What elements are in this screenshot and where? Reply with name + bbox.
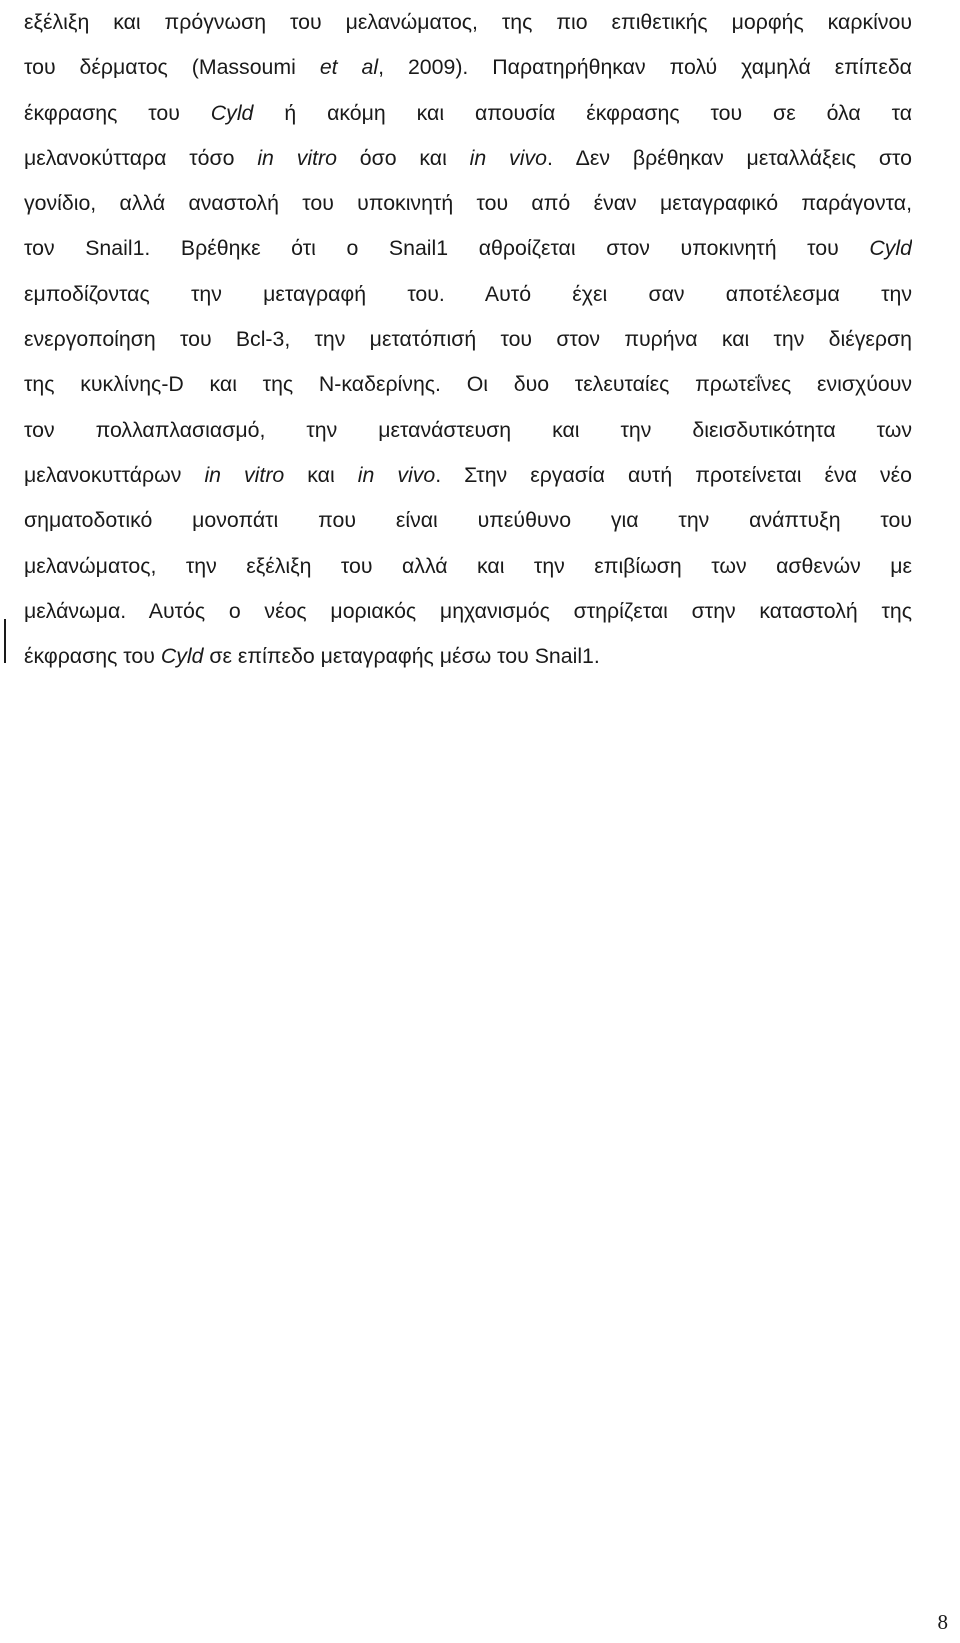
italic-term: in vivo (357, 462, 436, 487)
text-line: τον πολλαπλασιασμό, την μετανάστευση και την διεισδυτικότητα των (24, 417, 912, 442)
text-line: μελανώματος, την εξέλιξη του αλλά και την επιβίωση των ασθενών με (24, 553, 912, 578)
page-number: 8 (937, 1610, 948, 1634)
text-line: γονίδιο, αλλά αναστολή του υποκινητή του από έναν μεταγραφικό παράγοντα, (24, 191, 912, 216)
text-line: εμποδίζοντας την μεταγραφή του. Αυτό έχει σαν αποτέλεσμα την (24, 281, 912, 306)
italic-term: in vivo (469, 145, 547, 170)
text-line: έκφρασης του Cyld ή ακόμη και απουσία έκφρασης του σε όλα τα (24, 100, 912, 125)
text-line: του δέρματος (Massoumi et al, 2009). Παρατηρήθηκαν πολύ χαμηλά επίπεδα (24, 55, 912, 80)
italic-term: Cyld (869, 236, 912, 261)
text-line: εξέλιξη και πρόγνωση του μελανώματος, της πιο επιθετικής μορφής καρκίνου (24, 10, 912, 34)
text-line: μελάνωμα. Αυτός ο νέος μοριακός μηχανισμός στηρίζεται στην καταστολή της (24, 598, 912, 623)
text-line: έκφρασης του Cyld σε επίπεδο μεταγραφής μέσω του Snail1. (24, 644, 600, 669)
italic-term: in vitro (257, 145, 337, 170)
italic-term: Cyld (210, 100, 254, 125)
text-line: σηματοδοτικό μονοπάτι που είναι υπεύθυνο για την ανάπτυξη του (24, 508, 912, 533)
italic-term: Cyld (160, 644, 204, 669)
italic-term: et al (319, 55, 379, 80)
italic-term: in vitro (204, 462, 285, 487)
text-line: της κυκλίνης-D και της N-καδερίνης. Οι δυο τελευταίες πρωτεΐνες ενισχύουν (24, 372, 912, 397)
text-line: μελανοκυττάρων in vitro και in vivo. Στην εργασία αυτή προτείνεται ένα νέο (24, 462, 912, 487)
revision-change-bar (4, 619, 6, 663)
body-paragraph (24, 2, 912, 681)
text-line: ενεργοποίηση του Bcl-3, την μετατόπισή του στον πυρήνα και την διέγερση (24, 327, 912, 352)
text-line: τον Snail1. Βρέθηκε ότι ο Snail1 αθροίζεται στον υποκινητή του Cyld (24, 236, 912, 261)
text-line: μελανοκύτταρα τόσο in vitro όσο και in vivo. Δεν βρέθηκαν μεταλλάξεις στο (24, 145, 912, 170)
